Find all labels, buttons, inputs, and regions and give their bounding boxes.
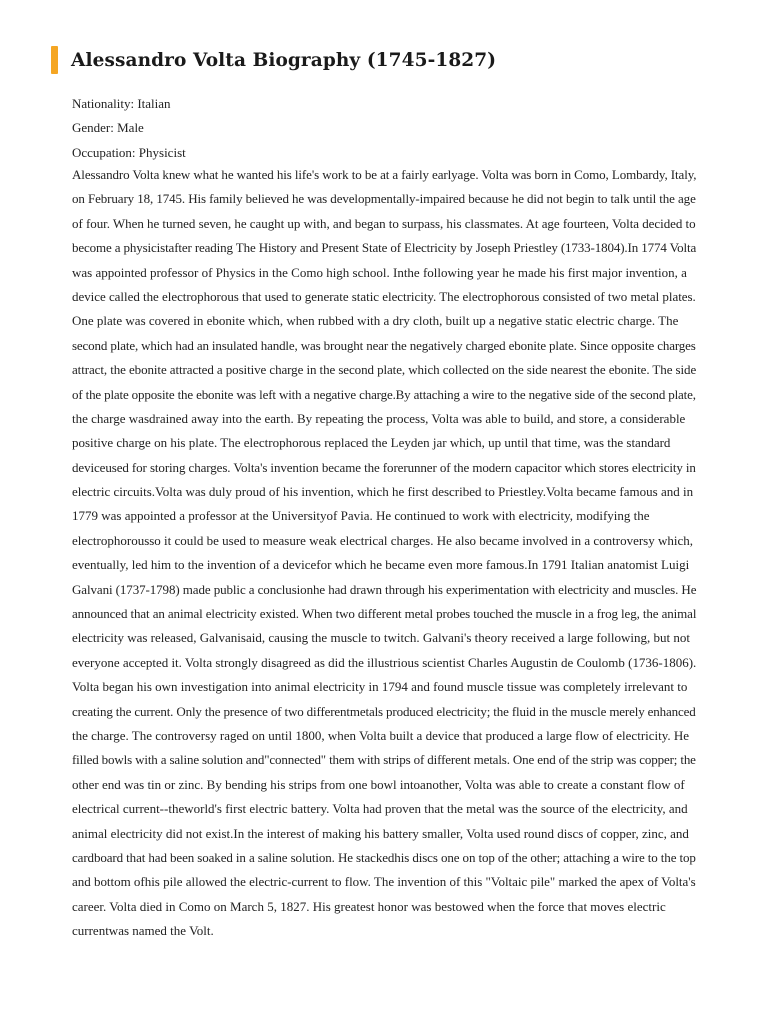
body-text-line: Galvani (1737-1798) made public a conclusionhe had drawn through his experimentation with electricity and muscles. He xyxy=(72,581,697,597)
body-text-line: other end was tin or zinc. By bending his strips from one bowl intoanother, Volta was able to create a constant flow of xyxy=(72,776,685,792)
body-text-line: device called the electrophorous that used to generate static electricity. The electrophorous consisted of two metal plates. xyxy=(72,288,696,304)
body-text-line: of the plate opposite the ebonite was left with a negative charge.By attaching a wire to the negative side of the second plate, xyxy=(72,386,696,402)
body-text-line: electric circuits.Volta was duly proud of his invention, which he first described to Priestley.Volta became famous and in xyxy=(72,484,694,500)
body-text-line: cardboard that had been soaked in a saline solution. He stackedhis discs one on top of the other; attaching a wire to the top xyxy=(72,849,696,865)
body-text-line: everyone accepted it. Volta strongly disagreed as did the illustrious scientist Charles Augustin de Coulomb (1736-1806). xyxy=(72,654,697,670)
nationality-line: Nationality: Italian xyxy=(72,96,171,111)
body-text-line: Volta began his own investigation into animal electricity in 1794 and found muscle tissue was completely irrelevant to xyxy=(72,679,688,695)
body-text-line: filled bowls with a saline solution and"connected" them with strips of different metals. One end of the strip was copper; the xyxy=(72,752,696,768)
body-text-line: announced that an animal electricity existed. When two different metal probes touched the muscle in a frog leg, the animal xyxy=(72,606,697,622)
body-text-line: second plate, which had an insulated handle, was brought near the negatively charged ebonite plate. Since opposite charges xyxy=(72,337,696,353)
body-text-line: the charge wasdrained away into the earth. By repeating the process, Volta was able to build, and store, a considerable xyxy=(72,410,686,426)
body-text-line: electrical current--theworld's first electric battery. Volta had proven that the metal was the source of the electricity, and xyxy=(72,801,688,817)
body-text-line: animal electricity did not exist.In the interest of making his battery smaller, Volta used round discs of copper, zinc, and xyxy=(72,825,689,841)
body-text-line: One plate was covered in ebonite which, when rubbed with a dry cloth, built up a negative static electric charge. The xyxy=(72,313,679,329)
title-row xyxy=(51,44,496,76)
page-title: Alessandro Volta Biography (1745-1827) xyxy=(71,49,497,71)
body-text-line: Alessandro Volta knew what he wanted his life's work to be at a fairly earlyage. Volta was born in Como, Lombardy, Italy, xyxy=(72,167,697,182)
body-text-line: and bottom ofhis pile allowed the electric-current to flow. The invention of this "Voltaic pile" marked the apex of Volta's xyxy=(72,874,696,890)
body-text-line: career. Volta died in Como on March 5, 1827. His greatest honor was bestowed when the force that moves electric xyxy=(72,898,666,914)
body-text-line: positive charge on his plate. The electrophorous replaced the Leyden jar which, up until that time, was the standard xyxy=(72,435,671,451)
body-text-line: attract, the ebonite attracted a positive charge in the second plate, which collected on the side nearest the ebonite. The side xyxy=(72,362,697,378)
body-text-line: electricity was released, Galvanisaid, causing the muscle to twitch. Galvani's theory received a large following, but not xyxy=(72,630,690,646)
body-text-line: electrophorousso it could be used to measure weak electrical charges. He also became involved in a controversy which, xyxy=(72,532,694,548)
body-text-line: of four. When he turned seven, he caught up with, and began to surpass, his classmates. At age fourteen, Volta decided to xyxy=(72,215,696,231)
body-text-line: deviceused for storing charges. Volta's invention became the forerunner of the modern capacitor which stores electricity in xyxy=(72,459,696,475)
occupation-line: Occupation: Physicist xyxy=(72,145,186,160)
gender-line: Gender: Male xyxy=(72,120,144,135)
body-text-line: currentwas named the Volt. xyxy=(72,923,214,939)
body-text-line: eventually, led him to the invention of a devicefor which he became even more famous.In 1791 Italian anatomist Luigi xyxy=(72,557,690,573)
body-text-line: 1779 was appointed a professor at the Universityof Pavia. He continued to work with electricity, modifying the xyxy=(72,508,650,524)
body-text-line: was appointed professor of Physics in the Como high school. Inthe following year he made his first major invention, a xyxy=(72,264,687,280)
body-text-line: become a physicistafter reading The History and Present State of Electricity by Joseph Priestley (1733-1804).In 1774 Volta xyxy=(72,240,697,256)
title-accent-bar xyxy=(51,46,58,74)
body-text-line: creating the current. Only the presence of two differentmetals produced electricity; the fluid in the muscle merely enhanced xyxy=(72,703,696,719)
body-text-line: the charge. The controversy raged on until 1800, when Volta built a device that produced a large flow of electricity. He xyxy=(72,727,690,743)
biography-body xyxy=(72,163,696,944)
body-text-line: on February 18, 1745. His family believed he was developmentally-impaired because he did not begin to talk until the age xyxy=(72,191,696,207)
